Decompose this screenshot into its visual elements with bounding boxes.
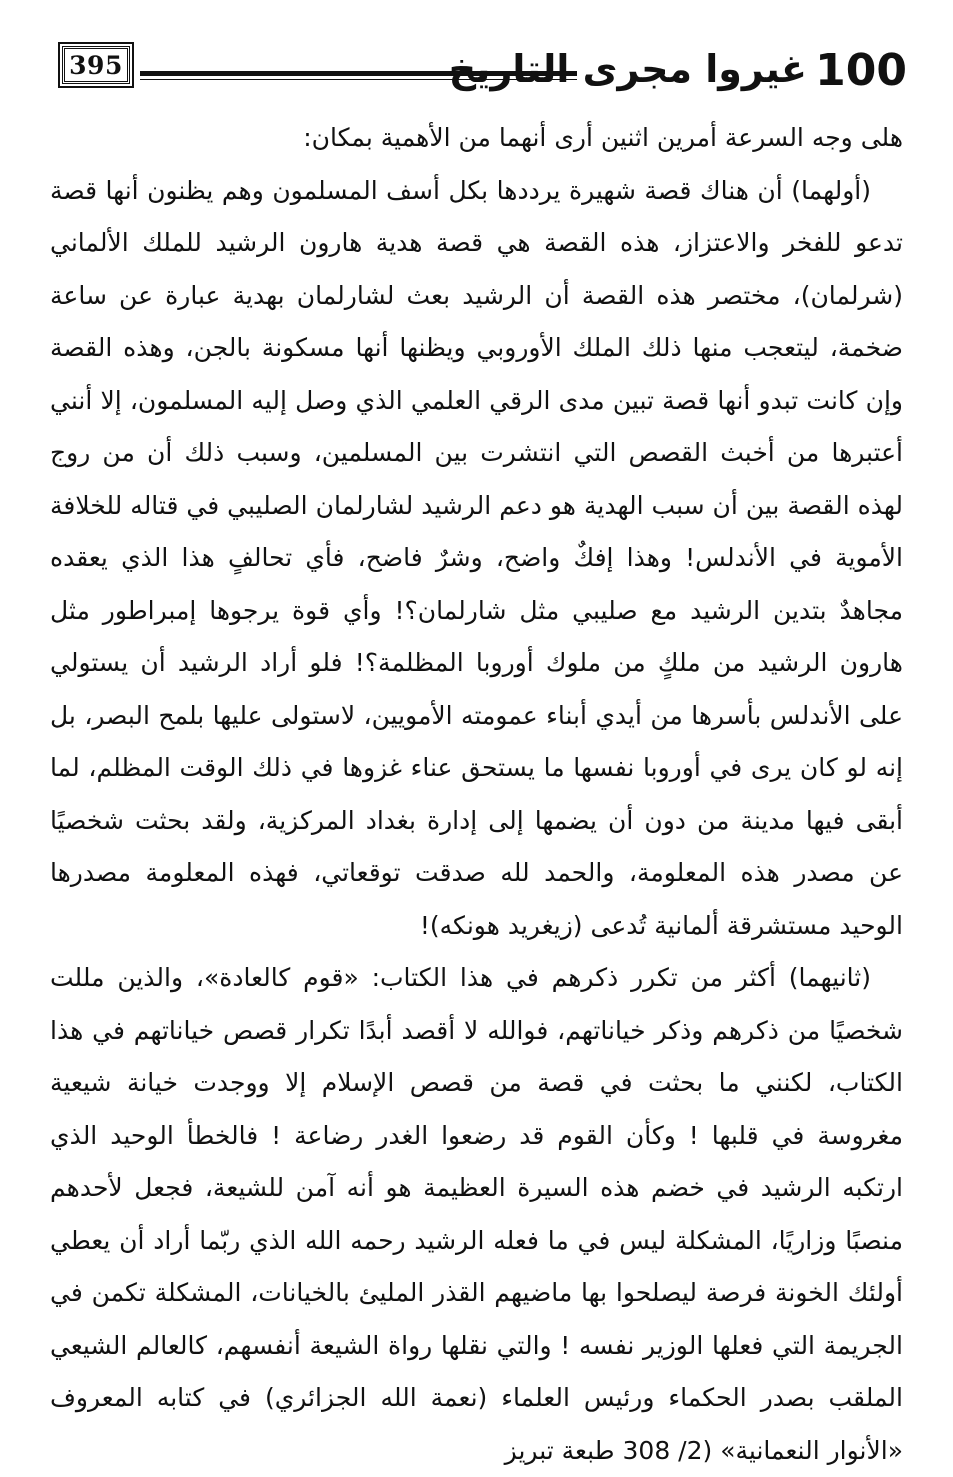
intro-line: هلى وجه السرعة أمرين اثنين أرى أنهما من الأهمية بمكان: (303, 123, 903, 152)
book-title: غيروا مجرى التاريخ (448, 47, 807, 91)
page-number: 395 (62, 46, 130, 84)
paragraph-first: (أولهما) أن هناك قصة شهيرة يرددها بكل أسف المسلمون وهم يظنون أنها قصة تدعو للفخر والاعتزاز، هذه القصة هي قصة هدية هارون الرشيد للملك الألماني (شرلمان)، مختصر هذه القصة أن الرشيد بعث لشارلمان بهدية عبارة عن ساعة ضخمة، ليتعجب منها ذلك الملك الأوروبي ويظنها أنها مسكونة بالجن، وهذه القصة وإن كانت تبدو أنها قصة تبين مدى الرقي العلمي الذي وصل إليه المسلمون، إلا أنني أعتبرها من أخبث القصص التي انتشرت بين المسلمين، وسبب ذلك أن من روج لهذه القصة بين أن سبب الهدية هو دعم الرشيد لشارلمان الصليبي في قتاله للخلافة الأموية في الأندلس! وهذا إفكٌ واضح، وشرٌ فاضح، فأي تحالفٍ هذا الذي يعقده مجاهدٌ بتدين الرشيد مع صليبي مثل شارلمان؟! وأي قوة يرجوها إمبراطور مثل هارون الرشيد من ملكٍ من ملوك أوروبا المظلمة؟! فلو أراد الرشيد أن يستولي على الأندلس بأسرها من أيدي أبناء عمومته الأمويين، لاستولى عليها بلمح البصر، بل إنه لو كان يرى في أوروبا نفسها ما يستحق عناء غزوها في ذلك الوقت المظلم، لما أبقى فيها مدينة من دون أن يضمها إلى إدارة بغداد المركزية، ولقد بحثت شخصيًا عن مصدر هذه المعلومة، والحمد لله صدقت توقعاتي، فهذه المعلومة مصدرها الوحيد مستشرقة ألمانية تُدعى (زيغريد هونكه)! (50, 175, 903, 940)
page-header (62, 38, 907, 108)
book-number: 100 (815, 45, 907, 96)
page-body (50, 112, 903, 1477)
paragraph-second: (ثانيهما) أكثر من تكرر ذكرهم في هذا الكتاب: «قوم كالعادة»، والذين مللت شخصيًا من ذكرهم وذكر خياناتهم، فوالله لا أقصد أبدًا تكرار قصص خياناتهم في هذا الكتاب، لكنني ما بحثت في قصة من قصص الإسلام إلا ووجدت خيانة شيعية مغروسة في قلبها ! وكأن القوم قد رضعوا الغدر رضاعة ! فالخطأ الوحيد الذي ارتكبه الرشيد في خضم هذه السيرة العظيمة هو أنه آمن للشيعة، فجعل لأحدهم منصبًا وزاريًا، المشكلة ليس في ما فعله الرشيد رحمه الله الذي ربّما أراد أن يعطي أولئك الخونة فرصة ليصلحوا بها ماضيهم القذر المليئ بالخيانات، المشكلة تكمن في الجريمة التي فعلها الوزير نفسه ! والتي نقلها رواة الشيعة أنفسهم، كالعالم الشيعي الملقب بصدر الحكماء ورئيس العلماء (نعمة الله الجزائري) في كتابه المعروف «الأنوار النعمانية» (2/ 308 طبعة تبريز (50, 963, 903, 1465)
